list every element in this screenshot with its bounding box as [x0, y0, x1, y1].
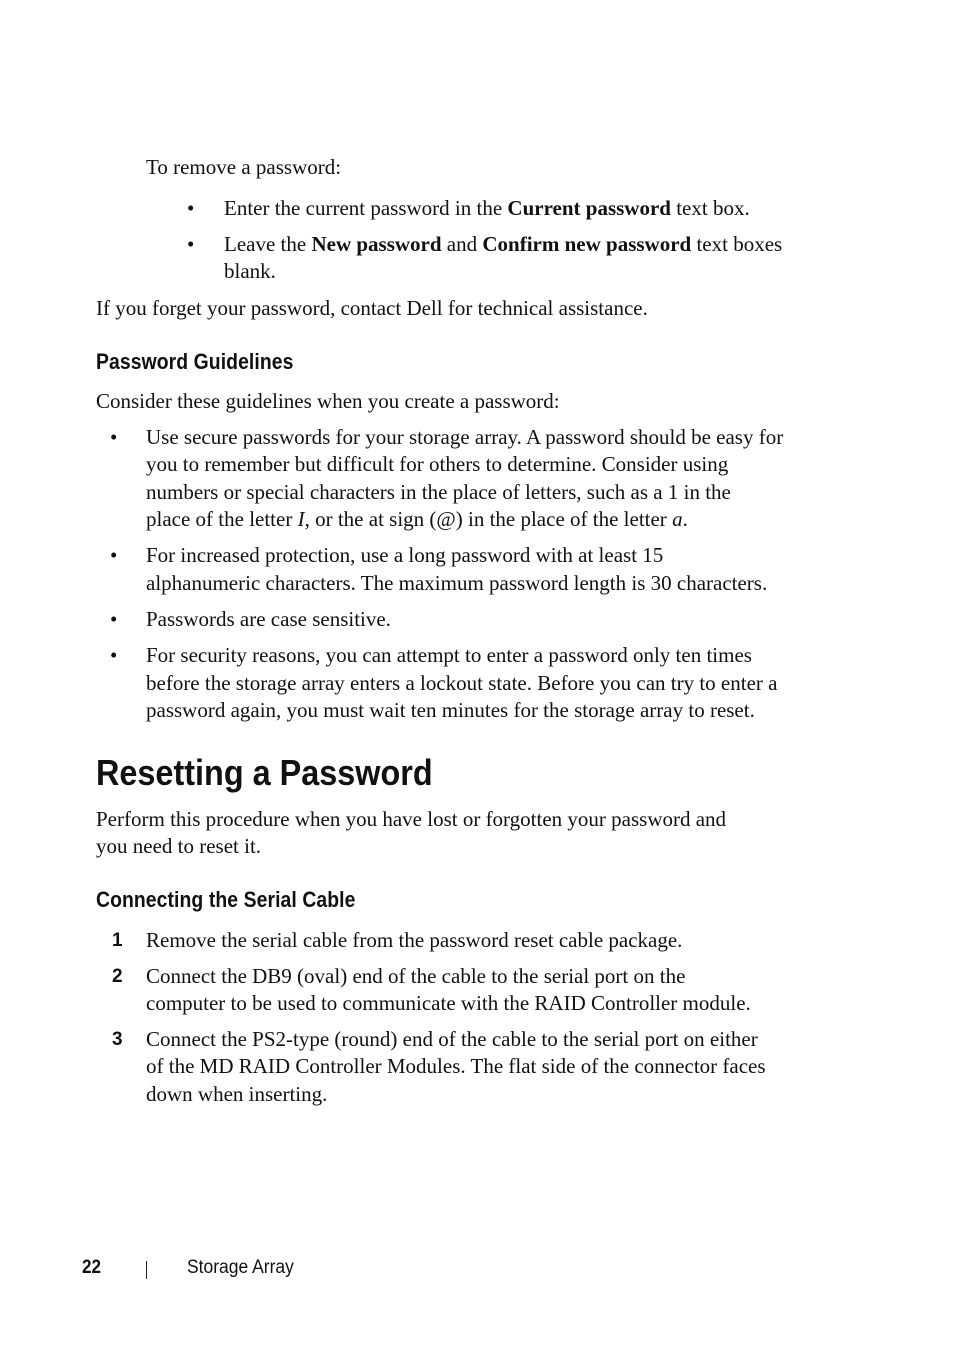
text: Enter the current password in the [224, 196, 508, 220]
guideline-3-line-1: Passwords are case sensitive. [146, 607, 391, 631]
step-2-line-2: computer to be used to communicate with the RAID Controller module. [146, 991, 751, 1015]
step-number: 2 [112, 966, 123, 987]
ui-label-current-password: Current password [507, 196, 671, 220]
step-number: 1 [112, 930, 123, 951]
guideline-1-line-4 [146, 506, 688, 534]
text: a [672, 507, 683, 531]
remove-bullet-1 [224, 195, 750, 223]
reset-para-line-1: Perform this procedure when you have lost or forgotten your password and [96, 807, 727, 831]
text: , or the at sign (@) in the place of the letter [304, 507, 673, 531]
bullet-marker: • [110, 543, 118, 567]
text: text boxes [691, 232, 783, 256]
guideline-2-line-1: For increased protection, use a long password with at least 15 [146, 543, 664, 567]
guideline-1-line-2: you to remember but difficult for others to determine. Consider using [146, 452, 729, 476]
serial-cable-heading: Connecting the Serial Cable [96, 887, 356, 912]
step-3-line-1: Connect the PS2-type (round) end of the cable to the serial port on either [146, 1027, 758, 1051]
text: and [441, 232, 483, 256]
ui-label-new-password: New password [311, 232, 442, 256]
guideline-4-line-3: password again, you must wait ten minutes for the storage array to reset. [146, 698, 755, 722]
bullet-marker: • [110, 607, 118, 631]
forget-paragraph: If you forget your password, contact Dell for technical assistance. [96, 296, 648, 320]
ui-label-confirm-new-password: Confirm new password [482, 232, 692, 256]
bullet-marker: • [110, 425, 118, 449]
guideline-4-line-2: before the storage array enters a lockout state. Before you can try to enter a [146, 671, 778, 695]
password-guidelines-heading: Password Guidelines [96, 349, 294, 374]
bullet-marker: • [110, 643, 118, 667]
step-number: 3 [112, 1029, 123, 1050]
resetting-password-heading: Resetting a Password [96, 752, 433, 793]
remove-bullet-2 [224, 231, 782, 259]
remove-intro: To remove a password: [146, 155, 342, 179]
step-3-line-2: of the MD RAID Controller Modules. The flat side of the connector faces [146, 1054, 766, 1078]
bullet-marker: • [187, 232, 195, 256]
page-number: 22 [82, 1257, 102, 1278]
guidelines-intro: Consider these guidelines when you create a password: [96, 389, 560, 413]
footer-divider [146, 1261, 147, 1279]
guideline-1-line-1: Use secure passwords for your storage array. A password should be easy for [146, 425, 784, 449]
footer-section-title: Storage Array [187, 1257, 294, 1278]
guideline-4-line-1: For security reasons, you can attempt to enter a password only ten times [146, 643, 752, 667]
text: Leave the [224, 232, 312, 256]
step-1-line-1: Remove the serial cable from the password reset cable package. [146, 928, 683, 952]
text: I [297, 507, 305, 531]
text: place of the letter [146, 507, 298, 531]
step-2-line-1: Connect the DB9 (oval) end of the cable to the serial port on the [146, 964, 686, 988]
step-3-line-3: down when inserting. [146, 1082, 328, 1106]
guideline-1-line-3: numbers or special characters in the place of letters, such as a 1 in the [146, 480, 731, 504]
guideline-2-line-2: alphanumeric characters. The maximum password length is 30 characters. [146, 571, 768, 595]
text: text box. [670, 196, 750, 220]
bullet-marker: • [187, 196, 195, 220]
reset-para-line-2: you need to reset it. [96, 834, 262, 858]
remove-bullet-2-line-2: blank. [224, 259, 276, 283]
text: . [682, 507, 688, 531]
